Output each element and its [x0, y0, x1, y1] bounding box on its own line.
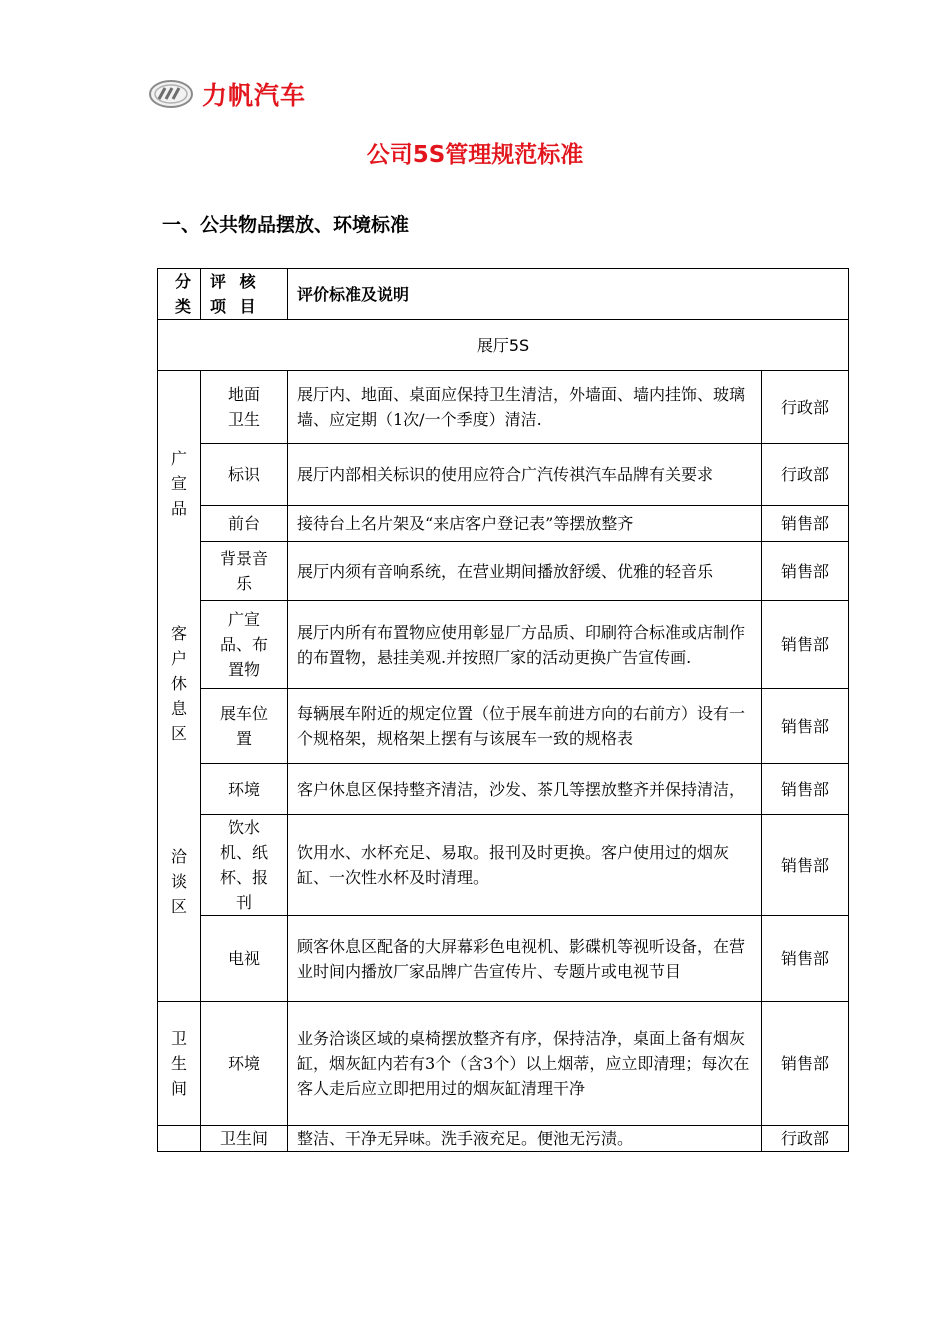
- item-cell: 环境: [201, 1002, 288, 1126]
- dept-cell: 销售部: [762, 689, 849, 764]
- table-row: [158, 689, 849, 764]
- brand-header: [148, 74, 306, 114]
- lifan-logo-icon: [148, 79, 194, 109]
- table-row: [158, 601, 849, 689]
- item-cell: 背景音乐: [201, 542, 288, 601]
- criteria-cell: 顾客休息区配备的大屏幕彩色电视机、影碟机等视听设备，在营业时间内播放厂家品牌广告宣传片、专题片或电视节目: [288, 916, 762, 1002]
- header-criteria: 评价标准及说明: [288, 269, 849, 320]
- item-cell: 饮水机、纸杯、报刊: [201, 815, 288, 916]
- table-row: [158, 444, 849, 506]
- criteria-cell: 接待台上名片架及“来店客户登记表”等摆放整齐: [288, 506, 762, 542]
- criteria-cell: 展厅内所有布置物应使用彰显厂方品质、印刷符合标准或店制作的布置物，悬挂美观.并按照厂家的活动更换广告宣传画.: [288, 601, 762, 689]
- item-cell: 环境: [201, 764, 288, 815]
- table-row: [158, 1002, 849, 1126]
- criteria-cell: 业务洽谈区域的桌椅摆放整齐有序，保持洁净，桌面上备有烟灰缸，烟灰缸内若有3个（含3个）以上烟蒂，应立即清理；每次在客人走后应立即把用过的烟灰缸清理干净: [288, 1002, 762, 1126]
- dept-cell: 行政部: [762, 444, 849, 506]
- dept-cell: 销售部: [762, 601, 849, 689]
- dept-cell: 销售部: [762, 506, 849, 542]
- dept-cell: 销售部: [762, 815, 849, 916]
- header-category: 分类: [158, 269, 201, 320]
- table-row: [158, 916, 849, 1002]
- item-cell: 广宣品、布置物: [201, 601, 288, 689]
- item-cell: 电视: [201, 916, 288, 1002]
- category-cell: [158, 1126, 201, 1152]
- criteria-cell: 每辆展车附近的规定位置（位于展车前进方向的右前方）设有一个规格架，规格架上摆有与该展车一致的规格表: [288, 689, 762, 764]
- item-cell: 展车位置: [201, 689, 288, 764]
- category-cell: 卫生间: [158, 1002, 201, 1126]
- criteria-cell: 展厅内部相关标识的使用应符合广汽传祺汽车品牌有关要求: [288, 444, 762, 506]
- dept-cell: 行政部: [762, 1126, 849, 1152]
- standards-table: [157, 268, 849, 1152]
- dept-cell: 销售部: [762, 1002, 849, 1126]
- item-cell: 标识: [201, 444, 288, 506]
- table-row: [158, 764, 849, 815]
- table-row: [158, 371, 849, 444]
- table-row: [158, 1126, 849, 1152]
- criteria-cell: 整洁、干净无异味。洗手液充足。便池无污渍。: [288, 1126, 762, 1152]
- table-banner: 展厅5S: [158, 320, 849, 371]
- table-row: [158, 542, 849, 601]
- banner-row: [158, 320, 849, 371]
- criteria-cell: 展厅内须有音响系统，在营业期间播放舒缓、优雅的轻音乐: [288, 542, 762, 601]
- dept-cell: 销售部: [762, 542, 849, 601]
- category-label: 客户休息区: [171, 624, 188, 743]
- section-heading: 一、公共物品摆放、环境标准: [162, 214, 410, 236]
- category-label: 广宣品: [171, 449, 188, 518]
- table-row: [158, 506, 849, 542]
- dept-cell: 销售部: [762, 764, 849, 815]
- item-cell: 地面卫生: [201, 371, 288, 444]
- document-title: 公司5S管理规范标准: [366, 142, 584, 168]
- brand-name: 力帆汽车: [202, 81, 307, 110]
- item-cell: 前台: [201, 506, 288, 542]
- table-header-row: [158, 269, 849, 320]
- table-row: [158, 815, 849, 916]
- criteria-cell: 饮用水、水杯充足、易取。报刊及时更换。客户使用过的烟灰缸、一次性水杯及时清理。: [288, 815, 762, 916]
- dept-cell: 行政部: [762, 371, 849, 444]
- category-label: 洽谈区: [171, 847, 188, 916]
- criteria-cell: 展厅内、地面、桌面应保持卫生清洁，外墙面、墙内挂饰、玻璃墙、应定期（1次/一个季度）清洁.: [288, 371, 762, 444]
- category-column: [158, 371, 201, 1002]
- header-item: 评 核 项 目: [201, 269, 288, 320]
- item-cell: 卫生间: [201, 1126, 288, 1152]
- criteria-cell: 客户休息区保持整齐清洁，沙发、茶几等摆放整齐并保持清洁，: [288, 764, 762, 815]
- dept-cell: 销售部: [762, 916, 849, 1002]
